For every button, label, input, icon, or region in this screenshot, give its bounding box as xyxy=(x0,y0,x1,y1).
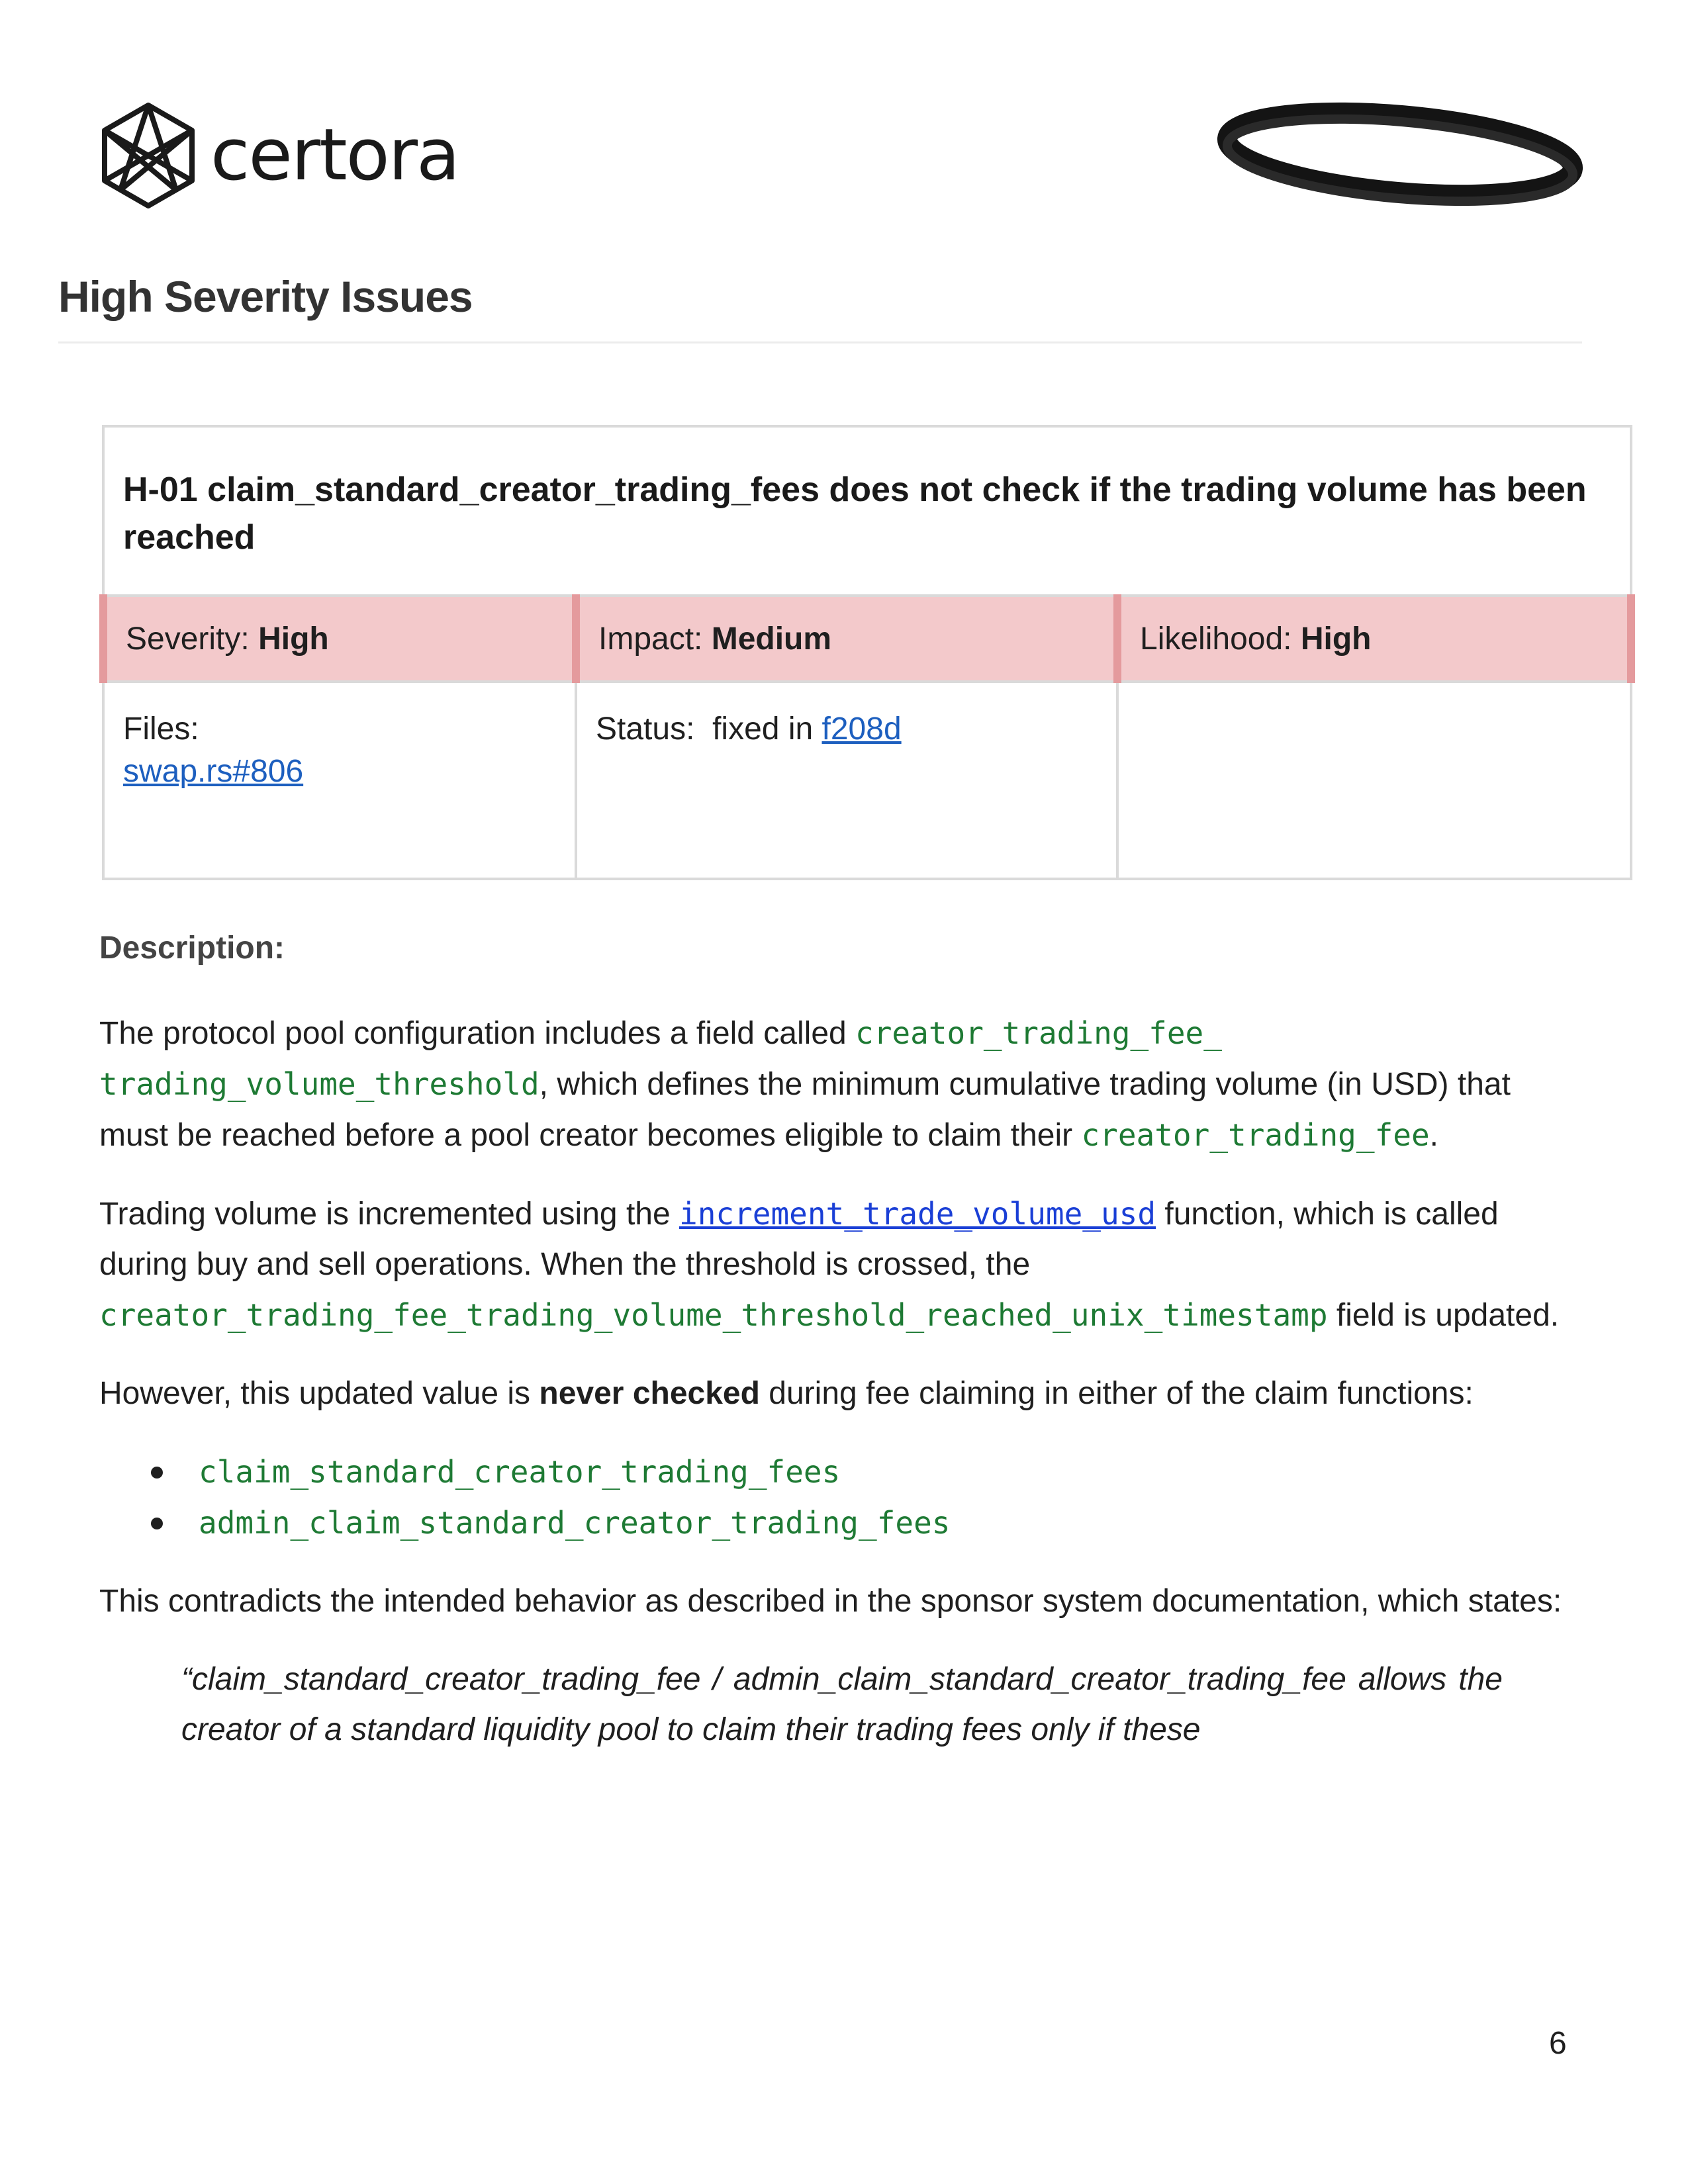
issue-detail-row xyxy=(103,682,1631,879)
issue-title: H-01 claim_standard_creator_trading_fees does not check if the trading volume has been reached xyxy=(123,471,1587,557)
file-link[interactable]: swap.rs#806 xyxy=(123,754,304,789)
section-title: High Severity Issues xyxy=(58,272,473,321)
p3-bold: never checked xyxy=(539,1376,760,1411)
issue-title-cell xyxy=(103,426,1631,596)
code-creator-fee: creator_trading_fee xyxy=(1081,1117,1430,1153)
documentation-quote: “claim_standard_creator_trading_fee / admin_claim_standard_creator_trading_fee allows the creator of a standard liquidity pool to claim their trading fees only if these xyxy=(181,1662,1503,1747)
function-name: claim_standard_creator_trading_fees xyxy=(199,1454,841,1490)
certora-hexagon-icon xyxy=(101,101,196,210)
description-paragraph-4: This contradicts the intended behavior as described in the sponsor system documentation, which states: xyxy=(99,1584,1562,1619)
status-label: Status: fixed in xyxy=(596,711,822,747)
code-threshold-field-a: creator_trading_fee_ xyxy=(855,1015,1222,1051)
p1-text-c: . xyxy=(1429,1118,1438,1153)
claim-functions-list xyxy=(99,1447,1582,1549)
likelihood-value: High xyxy=(1300,621,1372,657)
impact-label: Impact: xyxy=(598,621,712,657)
description-label: Description: xyxy=(99,931,285,966)
p2-text-c: field is updated. xyxy=(1327,1298,1560,1333)
p1-text-a: The protocol pool configuration includes a field called xyxy=(99,1016,856,1051)
logo-wordmark: certora xyxy=(211,114,459,197)
function-name: admin_claim_standard_creator_trading_fees xyxy=(199,1505,951,1541)
certora-logo xyxy=(101,99,459,212)
likelihood-cell xyxy=(1117,596,1631,682)
list-item xyxy=(99,1498,1582,1549)
files-cell xyxy=(103,682,576,879)
code-timestamp-field: creator_trading_fee_trading_volume_threshold_reached_unix_timestamp xyxy=(99,1297,1328,1333)
p2-text-b: function, which is called during buy and sell operations. When the threshold is crossed, the xyxy=(99,1197,1499,1282)
likelihood-label: Likelihood: xyxy=(1140,621,1301,657)
p3-text-b: during fee claiming in either of the claim functions: xyxy=(759,1376,1474,1411)
ring-icon xyxy=(1215,99,1585,212)
section-divider xyxy=(58,341,1582,343)
p1-text-b: , which defines the minimum cumulative trading volume (in USD) that must be reached before a pool creator becomes eligible to claim their xyxy=(99,1067,1511,1153)
issue-table xyxy=(99,425,1635,880)
increment-volume-link[interactable]: increment_trade_volume_usd xyxy=(679,1196,1156,1232)
description-paragraph-2 xyxy=(99,1189,1582,1341)
severity-label: Severity: xyxy=(126,621,259,657)
p2-text-a: Trading volume is incremented using the xyxy=(99,1197,679,1232)
files-label: Files: xyxy=(123,711,199,747)
impact-cell xyxy=(576,596,1117,682)
impact-value: Medium xyxy=(711,621,832,657)
commit-link[interactable]: f208d xyxy=(821,711,902,747)
list-item xyxy=(99,1447,1582,1498)
p3-text-a: However, this updated value is xyxy=(99,1376,539,1411)
status-cell xyxy=(576,682,1117,879)
empty-cell xyxy=(1117,682,1631,879)
issue-meta-row xyxy=(103,596,1631,682)
description-paragraph-1 xyxy=(99,1008,1582,1161)
severity-cell xyxy=(103,596,576,682)
description-paragraph-3 xyxy=(99,1369,1582,1419)
severity-value: High xyxy=(258,621,329,657)
page-number: 6 xyxy=(1549,2026,1567,2061)
description-body xyxy=(99,923,1582,1755)
code-threshold-field-b: trading_volume_threshold xyxy=(99,1066,539,1102)
